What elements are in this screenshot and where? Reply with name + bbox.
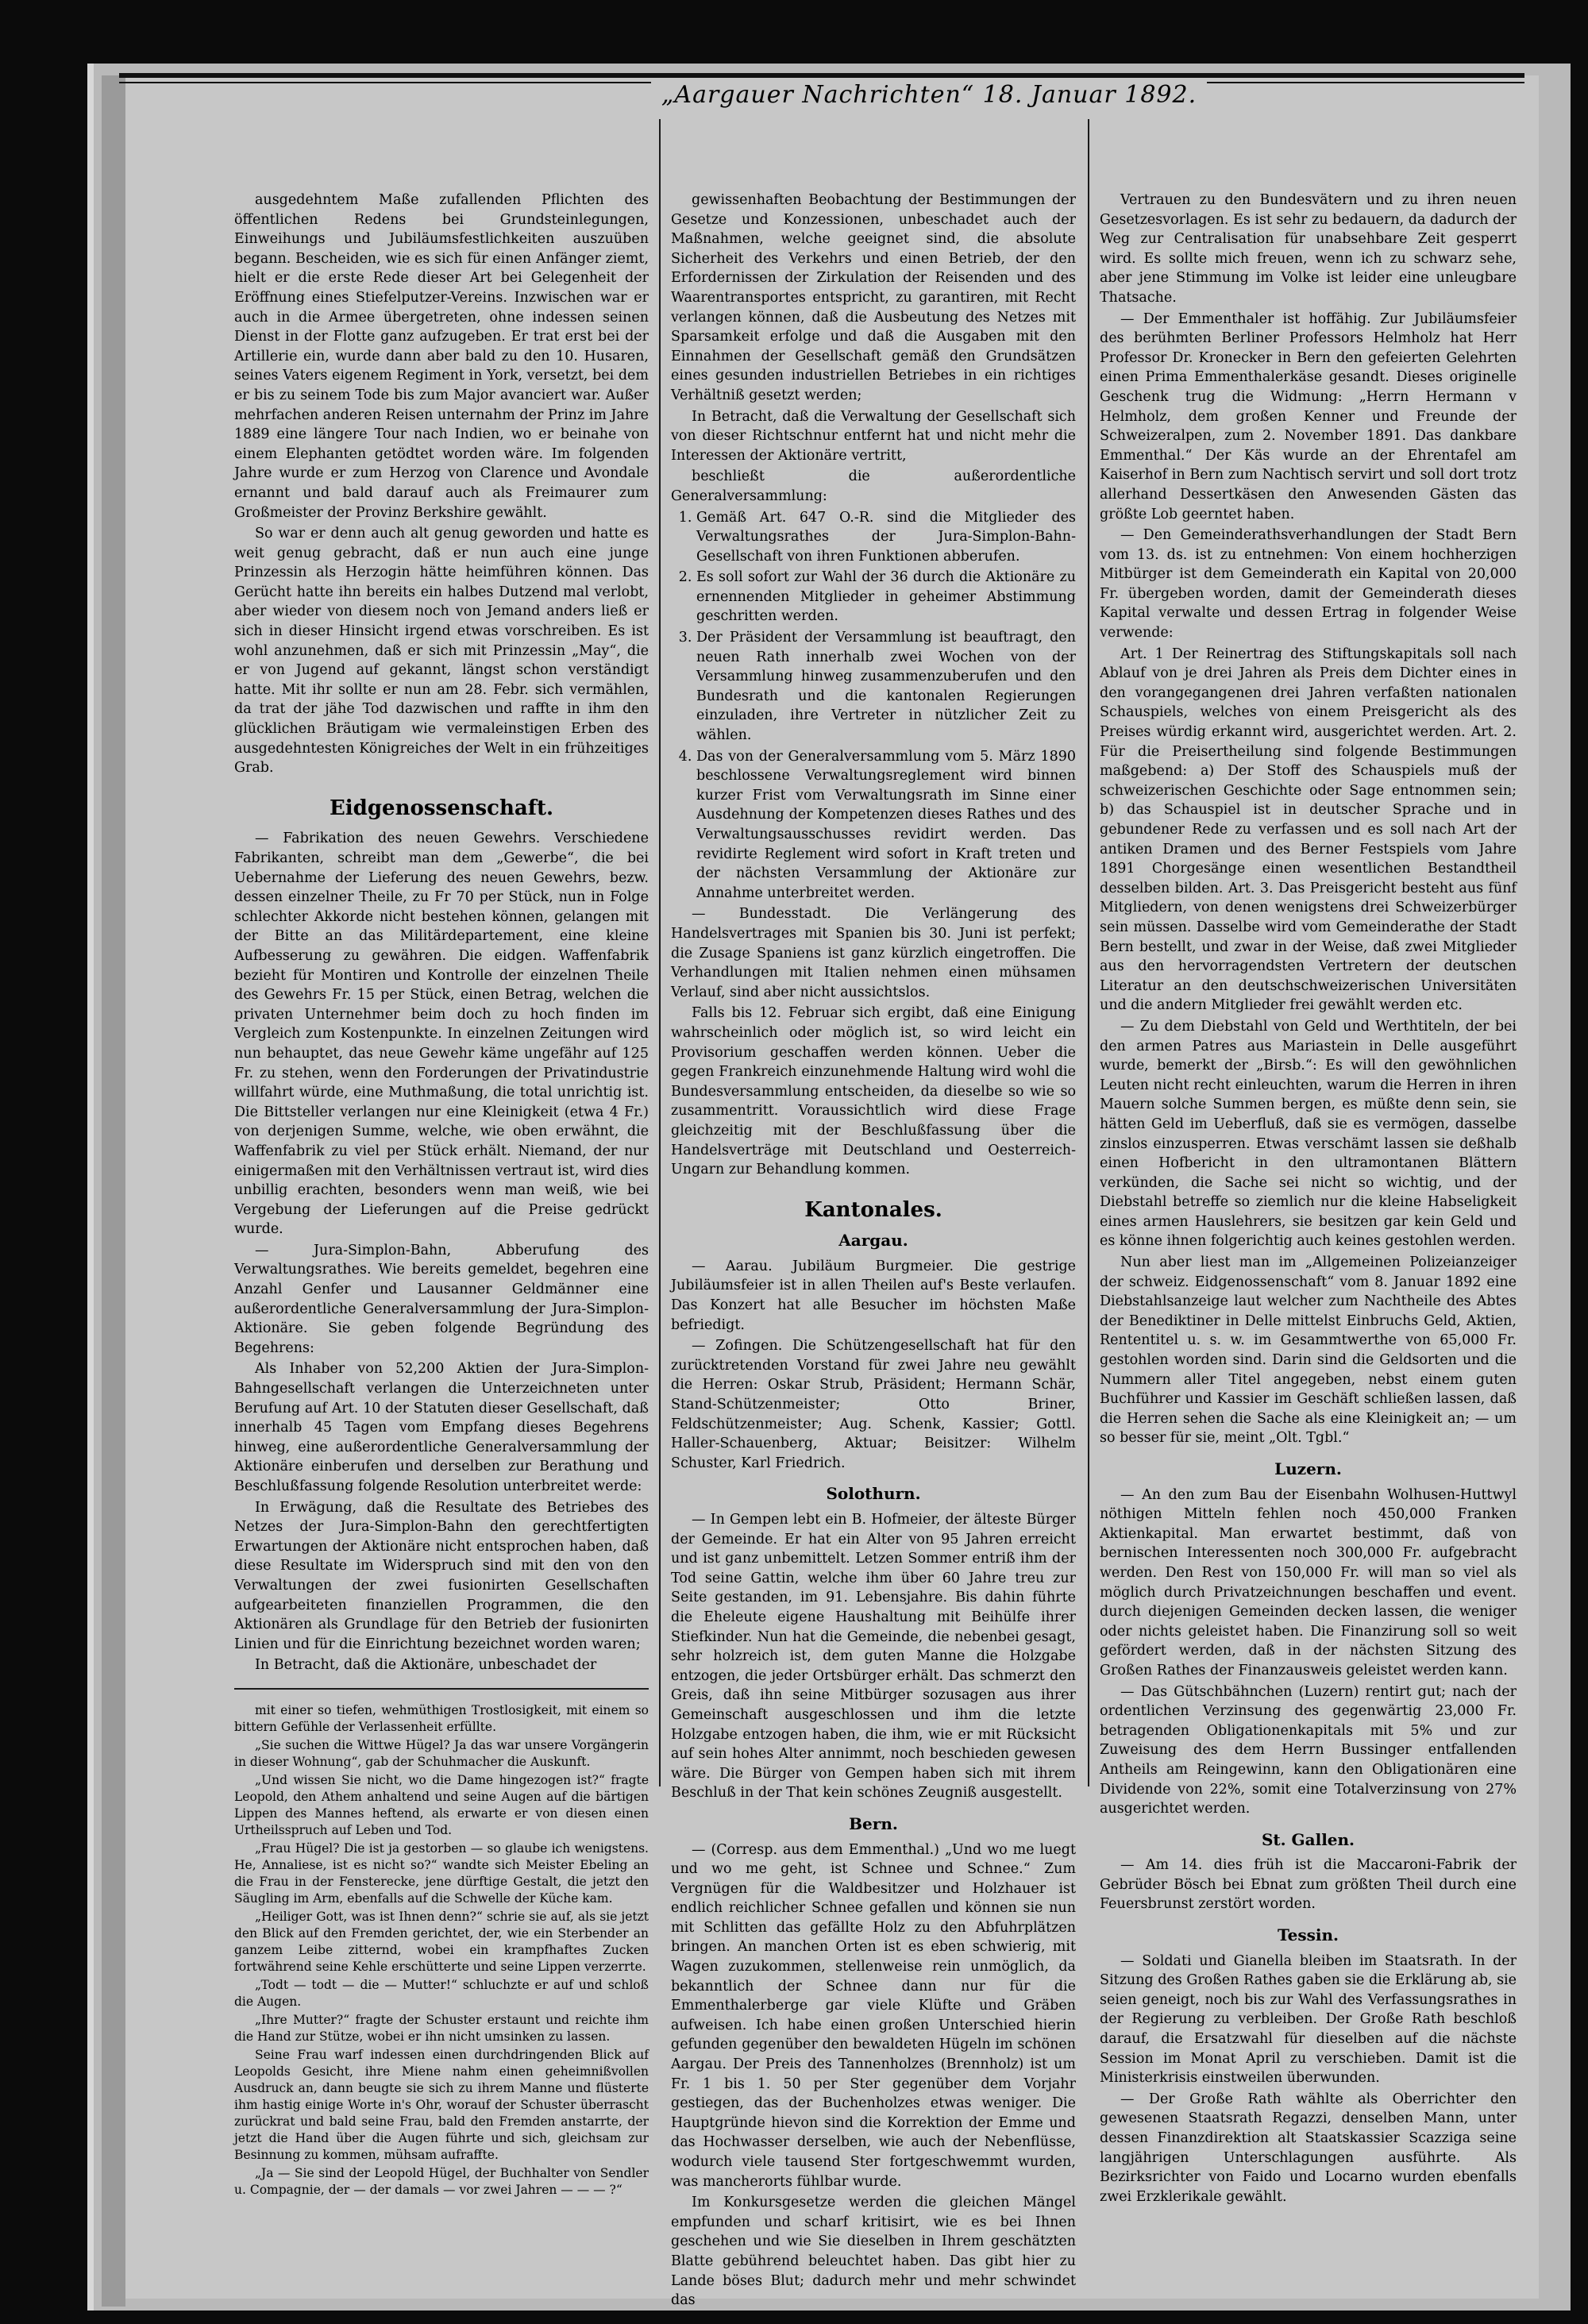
subsection-heading: Luzern.	[1274, 1459, 1342, 1478]
resolution-list	[671, 508, 1076, 904]
list-item: 2. Es soll sofort zur Wahl der 36 durch die Aktionäre zu ernennenden Mitglieder in geheimer Abstimmung geschritten werden.	[696, 568, 1076, 626]
subsection-heading: St. Gallen.	[1261, 1829, 1355, 1849]
feuilleton-paragraph: „Ja — Sie sind der Leopold Hügel, der Buchhalter von Sendler u. Compagnie, der — der damals — vor zwei Jahren — — — ?“	[234, 2165, 649, 2197]
paragraph: ausgedehntem Maße zufallenden Pflichten des öffentlichen Redens bei Grundsteinlegungen, Einweihungs und Jubiläumsfestlichkeiten auszuüben begann. Bescheiden, wie es sich für einen Anfänger ziemt, hielt er die erste Rede dieser Art bei Gelegenheit der Eröffnung eines Stiefelputzer-Vereins. Inzwischen war er auch in die Armee übergetreten, ohne indessen seinen Dienst in der Flotte ganz aufzugeben. Er trat erst bei der Artillerie ein, wurde dann aber bald zu den 10. Husaren, seines Vaters eigenem Regiment in York, versetzt, bei dem er bis zu seinem Tode bis zum Major avanciert war. Außer mehrfachen anderen Reisen unternahm der Prinz im Jahre 1889 eine längere Tour nach Indien, wo er beinahe von einem Elephanten getödtet worden wäre. Im folgenden Jahre wurde er zum Herzog von Clarence und Avondale ernannt und bald darauf auch als Freimaurer zum Großmeister der Provinz Berkshire gewählt.	[234, 192, 649, 521]
feuilleton-paragraph: „Heiliger Gott, was ist Ihnen denn?“ schrie sie auf, als sie jetzt den Blick auf den Fremden gerichtet, der, wie ein Sterbender an ganzem Leibe zitternd, wobei ein krampfhaftes Zucken fortwährend seine Kehle erschütterte und seine Lippen verzerrte.	[234, 1909, 649, 1974]
paragraph: — Der Emmenthaler ist hoffähig. Zur Jubiläumsfeier des berühmten Berliner Professors Helmholz hat Herr Professor Dr. Kronecker in Bern den gefeierten Gelehrten einen Prima Emmenthalerkäse gesandt. Dieses originelle Geschenk trug die Widmung: „Herrn Hermann v Helmholz, dem großen Kenner und Freunde der Schweizeralpen, zum 2. November 1891. Das dankbare Emmenthal.“ Der Käs wurde an der Ehrentafel am Kaiserhof in Bern zum Nachtisch servirt und soll dort trotz allerhand Dessertkäsen den Anwesenden Gästen das größte Lob geerntet haben.	[1100, 310, 1517, 522]
subsection-heading: Solothurn.	[826, 1484, 921, 1504]
feuilleton-paragraph: Seine Frau warf indessen einen durchdringenden Blick auf Leopolds Gesicht, ihre Miene nahm einen geheimnißvollen Ausdruck an, dann beugte sie sich zu ihrem Manne und flüsterte ihm hastig einige Worte in's Ohr, worauf der Schuster überrascht zurückrat und bald seine Frau, bald den Fremden anstarrte, der jetzt die Hand über die Augen führte und sich, gleichsam zur Besinnung zu kommen, mühsam aufraffte.	[234, 2047, 649, 2162]
section-heading: Eidgenossenschaft.	[329, 796, 554, 820]
list-item: 1. Gemäß Art. 647 O.-R. sind die Mitglieder des Verwaltungsrathes der Jura-Simplon-Bahn-Gesellschaft von ihren Funktionen abberufen.	[696, 508, 1076, 567]
list-item: 3. Der Präsident der Versammlung ist beauftragt, den neuen Rath innerhalb zwei Wochen von der Versammlung hinweg zusammenzuberufen und den Bundesrath und die kantonalen Regierungen einzuladen, ihre Vertreter in nützlicher Zeit zu wählen.	[696, 628, 1076, 746]
paragraph: — Zofingen. Die Schützengesellschaft hat für den zurücktretenden Vorstand für zwei Jahre neu gewählt die Herren: Oskar Strub, Präsident; Hermann Schär, Stand-Schützenmeister; Otto Briner, Feldschützenmeister; Aug. Schenk, Kassier; Gottl. Haller-Schauenberg, Aktuar; Beisitzer: Wilhelm Schuster, Karl Friedrich.	[671, 1338, 1076, 1471]
paragraph: — Das Gütschbähnchen (Luzern) rentirt gut; nach der ordentlichen Verzinsung des gegenwärtig 23,000 Fr. betragenden Obligationenkapitals mit 5% und zur Zuweisung des dem Herrn Bussinger entfallenden Antheils am Reingewinn, kann den Obligationären eine Dividende von 22%, somit eine Totalverzinsung von 27% ausgerichtet werden.	[1100, 1683, 1517, 1817]
paragraph: Als Inhaber von 52,200 Aktien der Jura-Simplon-Bahngesellschaft verlangen die Unterzeichneten unter Berufung auf Art. 10 der Statuten dieser Gesellschaft, daß innerhalb 45 Tagen vom Empfang dieses Begehrens hinweg, eine außerordentliche Generalversammlung der Aktionäre einberufen und derselben zur Berathung und Beschlußfassung folgende Resolution unterbreitet werde:	[234, 1361, 649, 1494]
feuilleton-paragraph: „Ihre Mutter?“ fragte der Schuster erstaunt und reichte ihm die Hand zur Stütze, wobei er ihn nicht umsinken zu lassen.	[234, 2012, 649, 2044]
column-1	[234, 191, 649, 2200]
page-header: „Aargauer Nachrichten“ 18. Januar 1892.	[651, 81, 1207, 109]
section-heading: Kantonales.	[804, 1197, 942, 1222]
paragraph: In Erwägung, daß die Resultate des Betriebes des Netzes der Jura-Simplon-Bahn den gerechtfertigten Erwartungen der Aktionäre nicht entsprochen haben, daß diese Resultate im Widerspruch sind mit den von den Verwaltungen der zwei fusionirten Gesellschaften aufgearbeiteten finanziellen Programmen, die den Aktionären als Grundlage für den Betrieb der fusionirten Linien und für die Einrichtung bezeichnet worden waren;	[234, 1499, 649, 1652]
paragraph: — (Corresp. aus dem Emmenthal.) „Und wo me luegt und wo me geht, ist Schnee und Schnee.“ Zum Vergnügen für die Waldbesitzer und Holzhauer ist endlich reichlicher Schnee gefallen und können sie nun mit Schlitten das gefällte Holz zu den Abfuhrplätzen bringen. An manchen Orten ist es eben schwierig, mit Wagen zuzukommen, stellenweise rein unmöglich, da bekanntlich der Schnee dann nur für die Emmenthalerberge gar viele Klüfte und Gräben aufweisen. Ich habe einen großen Unterschied hierin gefunden gegenüber den bewaldeten Hügeln im schönen Aargau. Der Preis des Tannenholzes (Brennholz) ist um Fr. 1 bis 1. 50 per Ster gegenüber dem Vorjahr gestiegen, das der Buchenholzes etwas weniger. Die Hauptgründe hievon sind die Korrektion der Emme und das Hochwasser derselben, wie auch der Nebenflüsse, wodurch viele tausend Ster fortgeschwemmt wurden, was mancherorts fühlbar wurde.	[671, 1841, 1076, 2190]
paragraph: In Betracht, daß die Aktionäre, unbeschadet der	[255, 1657, 597, 1674]
feuilleton-paragraph: „Frau Hügel? Die ist ja gestorben — so glaube ich wenigstens. He, Annaliese, ist es nicht so?“ wandte sich Meister Ebeling an die Frau in der Fensterecke, jene dürftige Gestalt, die jetzt den Säugling im Arm, ebenfalls auf die Schwelle der Küche kam.	[234, 1840, 649, 1906]
paragraph: — Den Gemeinderathsverhandlungen der Stadt Bern vom 13. ds. ist zu entnehmen: Von einem hochherzigen Mitbürger ist dem Gemeinderath ein Kapital von 20,000 Fr. übergeben worden, damit der Gemeinderath dieses Kapital verwalte und dessen Ertrag in folgender Weise verwende:	[1100, 527, 1517, 642]
feuilleton-paragraph: „Todt — todt — die — Mutter!“ schluchzte er auf und schloß die Augen.	[234, 1977, 649, 2009]
paragraph: — Jura-Simplon-Bahn, Abberufung des Verwaltungsrathes. Wie bereits gemeldet, begehren eine Anzahl Genfer und Lausanner Geldmänner eine außerordentliche Generalversammlung der Jura-Simplon-Aktionäre. Sie geben folgende Begründung des Begehrens:	[234, 1242, 649, 1356]
paragraph: beschließt die außerordentliche Generalversammlung:	[671, 468, 1076, 504]
feuilleton-rule	[234, 1688, 649, 1690]
paragraph: — Zu dem Diebstahl von Geld und Werthtiteln, der bei den armen Patres aus Mariastein in Delle ausgeführt wurde, bemerkt der „Birsb.“: Es will den gewöhnlichen Leuten nicht recht einleuchten, warum die Herren in ihren Mauern solche Summen bergen, es müßte denn sein, sie hätten Geld im Ueberfluß, daß sie es vermögen, dasselbe zinslos einzusperren. Etwas verschämt lassen sie deßhalb einen Hofbericht in den ultramontanen Blättern verkünden, die Sache sei nicht so wichtig, und der Diebstahl betreffe so ziemlich nur die kleine Habseligkeit eines armen Hauslehrers, sie besitzen gar kein Geld und es könne ihnen folgerichtig auch keines gestohlen werden.	[1100, 1018, 1517, 1250]
paragraph: In Betracht, daß die Verwaltung der Gesellschaft sich von dieser Richtschnur entfernt hat und nicht mehr die Interessen der Aktionäre vertritt,	[671, 408, 1076, 464]
subsection-heading: Bern.	[849, 1813, 898, 1833]
paragraph: — In Gempen lebt ein B. Hofmeier, der älteste Bürger der Gemeinde. Er hat ein Alter von 95 Jahren erreicht und ist ganz unbemittelt. Letzen Sommer entriß ihm der Tod seine Gattin, welche ihm über 60 Jahre treu zur Seite gestanden, im 91. Lebensjahre. Bis dahin führte die Eheleute eigene Haushaltung mit Beihülfe ihrer Stiefkinder. Nun hat die Gemeinde, die nebenbei gesagt, sehr holzreich ist, dem guten Manne die Holzgabe entzogen, die jeder Ortsbürger erhält. Das schmerzt den Greis, daß ihn seine Mitbürger sozusagen aus ihrer Gemeinschaft ausgeschlossen und ihm die letzte Holzgabe entzogen haben, die ihm, wie er mit Rücksicht auf sein hohes Alter annimmt, noch beschieden gewesen wäre. Die Bürger von Gempen haben sich mit ihrem Beschluß in der That kein schönes Zeugniß ausgestellt.	[671, 1512, 1076, 1802]
column-divider-2	[1088, 119, 1089, 1786]
feuilleton-paragraph: mit einer so tiefen, wehmüthigen Trostlosigkeit, mit einem so bittern Gefühle der Verlassenheit erfüllte.	[234, 1702, 649, 1734]
subsection-heading: Tessin.	[1278, 1925, 1339, 1945]
column-divider-1	[659, 119, 661, 1786]
paragraph: — Am 14. dies früh ist die Maccaroni-Fabrik der Gebrüder Bösch bei Ebnat zum größten Theil durch eine Feuersbrunst zerstört worden.	[1100, 1857, 1517, 1913]
paragraph: Falls bis 12. Februar sich ergibt, daß eine Einigung wahrscheinlich oder möglich ist, so wird leicht ein Provisorium geschaffen werden können. Ueber die gegen Frankreich einzunehmende Haltung wird wohl die Bundesversammlung entscheiden, da dieselbe so wie so zusammentritt. Voraussichtlich wird diese Frage gleichzeitig mit der Beschlußfassung über die Handelsverträge mit Deutschland und Oesterreich-Ungarn zur Behandlung kommen.	[671, 1005, 1076, 1178]
paragraph: — Der Große Rath wählte als Oberrichter den gewesenen Staatsrath Regazzi, denselben Mann, unter dessen Finanzdirektion alt Staatskassier Scazziga seine langjährigen Unterschlagungen ausführte. Als Bezirksrichter von Faido und Locarno wurden ebenfalls zwei Erzklerikale gewählt.	[1100, 2091, 1517, 2205]
feuilleton	[234, 1702, 649, 2199]
list-item: 4. Das von der Generalversammlung vom 5. März 1890 beschlossene Verwaltungsreglement wird binnen kurzer Frist vom Verwaltungsrath im Sinne einer Ausdehnung der Kompetenzen dieses Rathes und des Verwaltungsausschusses revidirt werden. Das revidirte Reglement wird sofort in Kraft treten und der nächsten Versammlung der Aktionäre zur Annahme unterbreitet werden.	[696, 747, 1076, 904]
paragraph: — Aarau. Jubiläum Burgmeier. Die gestrige Jubiläumsfeier ist in allen Theilen auf's Beste verlaufen. Das Konzert hat alle Besucher im höchsten Maße befriedigt.	[671, 1258, 1076, 1333]
header-rule	[119, 73, 1524, 78]
paragraph: Nun aber liest man im „Allgemeinen Polizeianzeiger der schweiz. Eidgenossenschaft“ vom 8. Januar 1892 eine Diebstahlsanzeige laut welcher zum Nachtheile des Abtes der Benediktiner in Delle mittelst Einbruchs Geld, Aktien, Rententitel u. s. w. im Gesammtwerthe von 65,000 Fr. gestohlen worden sind. Darin sind die Geldsorten und die Nummern aller Titel angegeben, nebst einem guten Buchführer und Kassier im Geschäft schließen lassen, daß die Herren sehen die Sache als eine Kleinigkeit an; — um so besser für sie, meint „Olt. Tgbl.“	[1100, 1254, 1517, 1447]
paragraph: — Soldati und Gianella bleiben im Staatsrath. In der Sitzung des Großen Rathes gaben sie die Erklärung ab, sie seien geneigt, noch bis zur Wahl des Verfassungsrathes in der Regierung zu verbleiben. Der Große Rath beschloß darauf, die Ersatzwahl für dieselben auf die nächste Session im Monat April zu verschieben. Damit ist die Ministerkrisis einstweilen überwunden.	[1100, 1952, 1517, 2087]
paragraph: — Fabrikation des neuen Gewehrs. Verschiedene Fabrikanten, schreibt man dem „Gewerbe“, die bei Uebernahme der Lieferung des neuen Gewehrs, bezw. dessen einzelner Theile, zu Fr 70 per Stück, nun in Folge schlechter Akkorde nicht bestehen können, gelangen mit der Bitte an das Militärdepartement, eine kleine Aufbesserung zu gewähren. Die eidgen. Waffenfabrik bezieht für Montiren und Kontrolle der einzelnen Theile des Gewehrs Fr. 15 per Stück, einen Betrag, welchen die privaten Unternehmer beim doch zu hoch finden im Vergleich zum Kostenpunkte. In einzelnen Zeitungen wird nun behauptet, das neue Gewehr käme ungefähr auf 125 Fr. zu stehen, wenn den Forderungen der Privatindustrie willfahrt würde, eine Muthmaßung, die total unrichtig ist. Die Bittsteller verlangen nur eine Kleinigkeit (etwa 4 Fr.) von derjenigen Summe, welche, wie oben erwähnt, die Waffenfabrik zu viel per Stück erhält. Niemand, der nur einigermaßen mit den Verhältnissen vertraut ist, wird dies unbillig erachten, besonders wenn man weiß, wie bei Vergebung der Lieferungen auf die Preise gedrückt wurde.	[234, 831, 649, 1238]
paragraph: Im Konkursgesetze werden die gleichen Mängel empfunden und scharf kritisirt, wie es bei Ihnen geschehen und wie Sie dieselben in Ihrem geschätzten Blatte gebührend beleuchtet haben. Das gibt hier zu Lande böses Blut; dadurch mehr und mehr schwindet das	[671, 2195, 1076, 2309]
feuilleton-paragraph: „Und wissen Sie nicht, wo die Dame hingezogen ist?“ fragte Leopold, den Athem anhaltend und seine Augen auf die bärtigen Lippen des Mannes heftend, als erwarte er von diesen einen Urtheilsspruch auf Leben und Tod.	[234, 1772, 649, 1837]
paragraph: Vertrauen zu den Bundesvätern und zu ihren neuen Gesetzesvorlagen. Es ist sehr zu bedauern, da dadurch der Weg zur Centralisation für unabsehbare Zeit gesperrt wird. Es sollte mich freuen, wenn ich zu schwarz sehe, aber jene Stimmung im Volke ist leider eine unleugbare Thatsache.	[1100, 192, 1517, 306]
paragraph: — Bundesstadt. Die Verlängerung des Handelsvertrages mit Spanien bis 30. Juni ist perfekt; die Zusage Spaniens ist ganz kürzlich eingetroffen. Die Verhandlungen mit Italien nehmen einen mühsamen Verlauf, sind aber nicht aussichtslos.	[671, 906, 1076, 1000]
subsection-heading: Aargau.	[838, 1231, 908, 1251]
column-2	[671, 191, 1076, 2312]
paragraph: gewissenhaften Beobachtung der Bestimmungen der Gesetze und Konzessionen, unbeschadet auch der Maßnahmen, welche geeignet sind, die absolute Sicherheit des Verkehrs und einen Betrieb, der den Erfordernissen der Zirkulation der Reisenden und des Waarentransportes entspricht, zu garantiren, mit Recht verlangen können, daß die Ausbeutung des Netzes mit Sparsamkeit erfolge und daß die Ausgaben mit den Einnahmen der Gesellschaft gemäß den Grundsätzen eines gesunden industriellen Betriebes in ein richtiges Verhältniß gesetzt werden;	[671, 192, 1076, 403]
paragraph: — An den zum Bau der Eisenbahn Wolhusen-Huttwyl nöthigen Mitteln fehlen noch 450,000 Franken Aktienkapital. Man erwartet bestimmt, daß von bernischen Interessenten noch 300,000 Fr. aufgebracht werden. Den Rest von 150,000 Fr. will man so viel als möglich durch Privatzeichnungen beschaffen und event. durch diejenigen Gemeinden decken lassen, die weniger oder nichts geleistet haben. Die Finanzirung soll so weit gefördert werden, daß in der nächsten Sitzung des Großen Rathes der Finanzausweis geleistet werden kann.	[1100, 1486, 1517, 1678]
page-stack-edge	[102, 75, 125, 2307]
paragraph: Art. 1 Der Reinertrag des Stiftungskapitals soll nach Ablauf von je drei Jahren als Preis dem Dichter eines in den vorangegangenen drei Jahren verfaßten nationalen Schauspiels, welches von einem Preisgericht als des Preises würdig erkannt wird, ausgerichtet werden. Art. 2. Für die Preisertheilung sind folgende Bestimmungen maßgebend: a) Der Stoff des Schauspiels muß der schweizerischen Geschichte oder Sage entnommen sein; b) das Schauspiel ist in deutscher Sprache und in gebundener Rede zu verfassen und es soll nach Art der antiken Dramen und des Berner Festspiels vom Jahre 1891 Chorgesänge einen wesentlichen Bestandtheil desselben bilden. Art. 3. Das Preisgericht besteht aus fünf Mitgliedern, von denen wenigstens drei Schweizerbürger sein müssen. Dasselbe wird vom Gemeinderathe der Stadt Bern bestellt, und zwar in der Weise, daß zwei Mitglieder aus den hervorragendsten Vertretern der deutschen Literatur an den deutschschweizerischen Universitäten und die andern Mitglieder frei gewählt werden etc.	[1100, 646, 1517, 1014]
paragraph: So war er denn auch alt genug geworden und hatte es weit genug gebracht, daß er nun auch eine junge Prinzessin als Herzogin hätte heimführen können. Das Gerücht hatte ihn bereits ein halbes Dutzend mal verlobt, aber wieder von diesem noch von Jemand anders ließ er sich in dieser Hinsicht irgend etwas vorschreiben. Es ist wohl anzunehmen, daß er sich mit Prinzessin „May“, die er von Jugend auf gekannt, längst schon verständigt hatte. Mit ihr sollte er nun am 28. Febr. sich vermählen, da trat der jähe Tod dazwischen und raffte in ihm den glücklichen Bräutigam wie vermaleinstigen Erben des ausgedehntesten Königreiches der Welt in ein frühzeitiges Grab.	[234, 526, 649, 777]
column-3	[1100, 191, 1517, 2208]
feuilleton-paragraph: „Sie suchen die Wittwe Hügel? Ja das war unsere Vorgängerin in dieser Wohnung“, gab der Schuhmacher die Auskunft.	[234, 1737, 649, 1769]
